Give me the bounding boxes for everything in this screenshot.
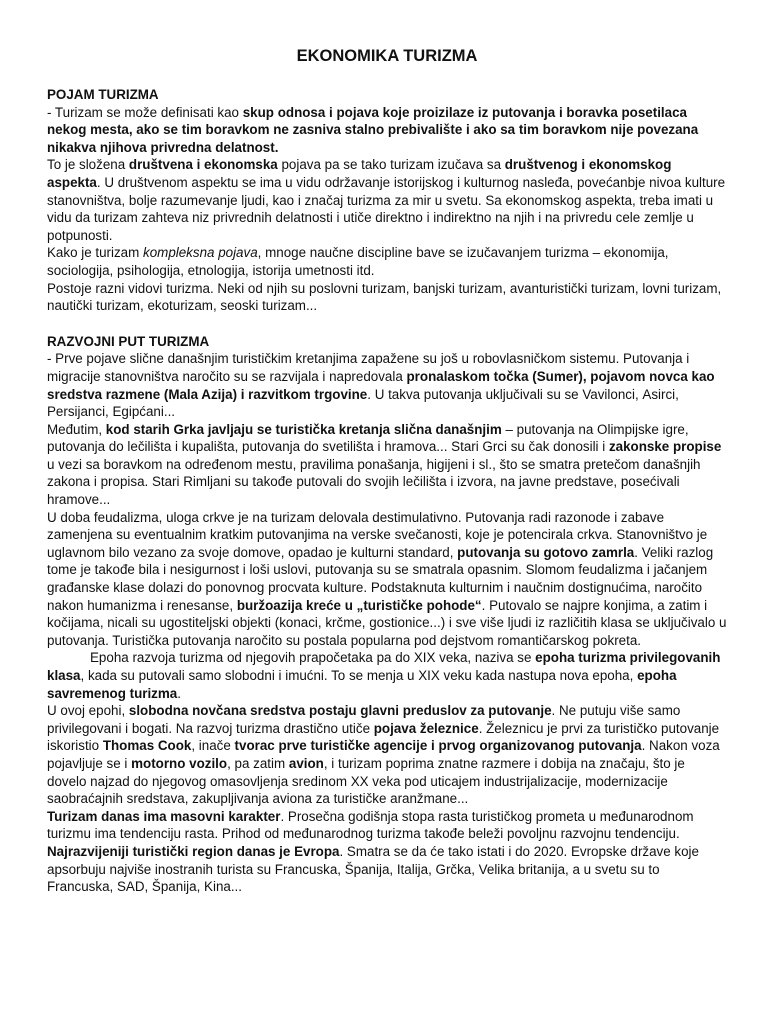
paragraph [47,509,727,650]
text-run: U doba feudalizma, uloga crkve je na turizam delovala destimulativno. Putovanja radi razonode i zabave zamenjena su eventualnim kratkim putovanjima na verske svečanosti, koje je potencirala crkva. Stanovništvo je uglavnom bilo vezano za svoje domove, opadao je kulturni standard, [47,509,708,560]
bold-text: zakonske propise [608,439,722,455]
bold-text: pronalaskom točka (Sumer), pojavom novca kao sredstva razmene (Mala Azija) i razvitkom trgovine [47,368,715,402]
paragraph [47,156,727,244]
paragraph [47,808,727,843]
text-run: , kada su putovali samo slobodni i imućni. To se menja u XIX veku kada nastupa nova epoha, [80,668,638,683]
bold-text: tvorac prve turističke agencije i prvog organizovanog putovanja [234,738,642,754]
bold-text: društvenog i ekonomskog aspekta [47,157,672,190]
text-run: , inače [191,738,235,754]
text-run: , i turizam poprima znatne razmere i dobija na značaju, što je dovelo najzad do njegovog omasovljenja sredinom XX veka pod uticajem industrijalizacije, modernizacije saobraćajnih sredstava, zakupljivanja aviona za turističke aranžmane... [47,755,685,807]
text-run: . U takva putovanja uključivali su se Vaviloncі, Asirci, Persijanci, Egipćani... [47,386,679,420]
bold-text: pojava železnice [373,720,479,736]
paragraph [47,421,727,509]
text-run: . U društvenom aspektu se ima u vidu održavanje istorijskog i kulturnog nasleđa, povećanbje nivoa kulture stanovništva, bolje razumevanje ljudi, kao i značaj turizma za mir u svetu. Sa ekonomskog aspekta, treba imati u vidu da turizam zahteva niz privrednih delatnosti i utiče direktno i indirektno na njih i na privredu cele zemlje u potpunosti. [47,174,726,243]
bold-text: skup odnosa i pojava koje proizilaze iz putovanja i boravka posetilaca nekog mesta, ako se tim boravkom ne zasniva stalno prebivalište i ako sa tim boravkom nije povezana nikakva njihova privredna delatnost. [47,104,699,155]
text-run: , pa zatim [227,755,289,771]
text-run: . Putovalo se najpre konjima, a zatim i kočijama, nicali su ugostiteljski objekti (konaci, krčme, gostionice...) i sve više ljudi iz različitih klasa se uključivalo u putovanja. Turistička putovanja naročito su postala popularna pod dejstvom romantičarskog pokreta. [47,597,727,648]
bold-text: društvena i ekonomska [128,157,278,173]
text-run: To je složena [47,157,129,173]
section-razvojni-put-turizma [47,333,727,896]
text-run: . Prosečna godišnja stopa rasta turističkog prometa u međunarodnom turizmu ima tendenciju rasta. Prihod od međunarodnog turizma takođe beleži povoljnu razvojnu tendenciju. [47,808,694,842]
text-run: – putovanja na Olimpijske igre, putovanja do lečilišta i kupališta, putovanja do svetilišta i hramova... Stari Grci su čak donosili i [47,421,689,455]
text-run: , mnoge naučne discipline bave se izučavanjem turizma – ekonomija, sociologija, psihologija, etnologija, istorija umetnosti itd. [47,245,669,278]
text-run: . Železnicu je prvi za turističko putovanje iskoristio [47,720,720,754]
paragraph [47,104,727,157]
text-run: Kako je turizam [47,245,144,261]
bold-text: buržoazija kreće u „turističke pohode“ [236,597,482,613]
section-spacer [47,315,727,333]
section-heading: POJAM TURIZMA [47,87,159,102]
text-run: Postoje razni vidovi turizma. Neki od njih su poslovni turizam, banjski turizam, avanturistički turizam, lovni turizam, nautički turizam, ekoturizam, seoski turizam... [47,280,722,314]
text-run: Međutim, [47,421,106,437]
text-run: u vezi sa boravkom na određenom mestu, pravilima ponašanja, higijeni i sl., što se smatra pretečom današnjih zakona i propisa. Stari Rimljani su takođe putovali do svojih lečilišta i izvora, na javne predstave, posećivali hramove... [47,456,701,508]
bold-text: kod starih Grka javljaju se turistička kretanja slična današnjim [105,421,502,437]
text-run: U ovoj epohi, [47,703,129,719]
bold-text: putovanja su gotovo zamrla [457,544,635,560]
document-page [47,38,727,896]
text-run: . [177,685,181,701]
text-run: - Prve pojave slične današnjim turističkim kretanjima zapažene su još u robovlasničkom sistemu. Putovanja i migracije stanovništva naročito su se razvijala i napredovala [47,351,690,384]
text-run: Epoha razvoja turizma od njegovih prapočetaka pa do XIX veka, naziva se [90,650,536,666]
bold-text: Najrazvijeniji turistički region danas je Evropa [47,843,340,859]
section-pojam-turizma [47,86,727,315]
bold-text: motorno vozilo [131,755,228,771]
section-heading: RAZVOJNI PUT TURIZMA [47,333,210,349]
paragraph [47,649,727,702]
italic-text: kompleksna pojava [143,245,258,261]
bold-text: Turizam danas ima masovni karakter [47,808,281,824]
text-run: . Veliki razlog tome je takođe bila i nesigurnost i loši uslovi, putovanja su se smatrala opasnim. Slomom feudalizma i jačanjem građanske klase dolazi do ponovnog procvata kulture. Podstaknuta kulturnim i naučnim dostignućima, naročito nakon humanizma i renesanse, [47,544,714,613]
bold-text: avion [288,755,324,771]
text-run: . Ne putuju više samo privilegovani i bogati. Na razvoj turizma drastično utiče [47,703,681,736]
bold-text: epoha savremenog turizma [47,668,677,701]
paragraph [47,843,727,896]
bold-text: epoha turizma privilegovanih klasa [47,650,721,683]
bold-text: Thomas Cook [102,738,192,754]
bold-text: slobodna novčana sredstva postaju glavni preduslov za putovanje [128,703,552,719]
text-run: . Smatra se da će tako istati i do 2020. Evropske države koje apsorbuju najviše inostranih turista su Francuska, Španija, Italija, Grčka, Velika britanija, a u svetu su to Francuska, SAD, Španija, Kina... [47,843,699,895]
paragraph [47,350,727,420]
paragraph [47,244,727,279]
paragraph [47,702,727,808]
document-title: EKONOMIKA TURIZMA [296,47,478,65]
text-run: pojava pa se tako turizam izučava sa [277,157,505,173]
paragraph [47,280,727,315]
text-run: - Turizam se može definisati kao [47,104,243,120]
text-run: . Nakon voza pojavljuje se i [47,738,720,771]
